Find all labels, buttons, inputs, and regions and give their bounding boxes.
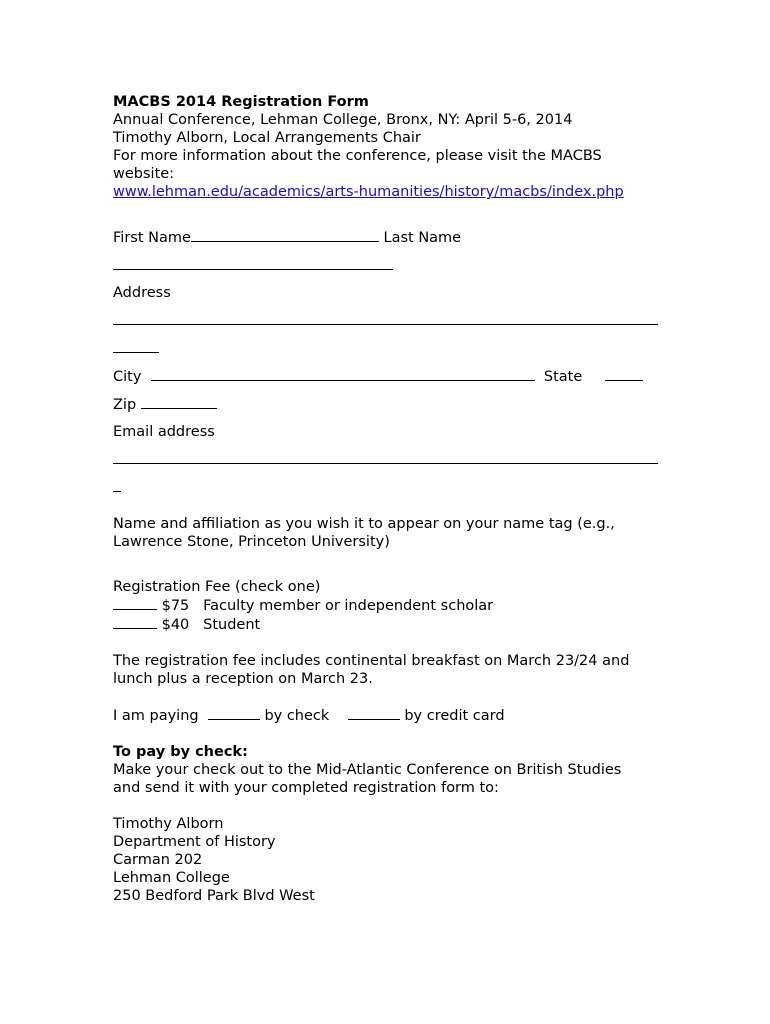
fee-includes-line1: The registration fee includes continental breakfast on March 23/24 and	[113, 653, 630, 669]
zip-row	[113, 395, 673, 414]
email-label: Email address	[113, 424, 215, 440]
macbs-website-link[interactable]: www.lehman.edu/academics/arts-humanities/history/macbs/index.php	[113, 184, 624, 200]
city-label: City	[113, 369, 142, 385]
mail-street: 250 Bedford Park Blvd West	[113, 888, 315, 904]
state-blank[interactable]	[605, 367, 643, 381]
name-row	[113, 228, 673, 247]
mail-name: Timothy Alborn	[113, 816, 224, 832]
check-instructions-line1: Make your check out to the Mid-Atlantic Conference on British Studies	[113, 762, 622, 778]
payment-prefix: I am paying	[113, 708, 199, 724]
zip-label: Zip	[113, 397, 137, 413]
address-row-cont	[113, 339, 673, 358]
form-title: MACBS 2014 Registration Form	[113, 94, 369, 110]
state-label: State	[543, 369, 583, 385]
last-name-label: Last Name	[383, 230, 462, 246]
fee-student-checkbox[interactable]	[113, 615, 157, 629]
chair-info: Timothy Alborn, Local Arrangements Chair	[113, 130, 421, 146]
last-name-row	[113, 256, 673, 275]
pay-by-card-label: by credit card	[404, 708, 505, 724]
fee-includes-line2: lunch plus a reception on March 23.	[113, 671, 373, 687]
payment-method-row	[113, 706, 673, 725]
fee-student-amount: $40	[161, 617, 190, 633]
pay-by-check-blank[interactable]	[208, 706, 260, 720]
fee-heading: Registration Fee (check one)	[113, 579, 321, 595]
fee-faculty-label: Faculty member or independent scholar	[203, 598, 494, 614]
fee-option-faculty	[113, 596, 673, 615]
info-text-line2: website:	[113, 166, 175, 182]
city-state-row	[113, 367, 673, 386]
fee-faculty-checkbox[interactable]	[113, 596, 157, 610]
name-tag-text-line1: Name and affiliation as you wish it to appear on your name tag (e.g.,	[113, 516, 615, 532]
email-blank[interactable]	[113, 450, 658, 464]
name-tag-text-line2: Lawrence Stone, Princeton University)	[113, 534, 390, 550]
info-text-line1: For more information about the conference, please visit the MACBS	[113, 148, 602, 164]
city-blank[interactable]	[151, 367, 535, 381]
check-instructions-heading: To pay by check:	[113, 744, 248, 760]
conference-info: Annual Conference, Lehman College, Bronx, NY: April 5-6, 2014	[113, 112, 573, 128]
email-blank-cont[interactable]	[113, 478, 121, 492]
fee-student-label: Student	[203, 617, 261, 633]
pay-by-check-label: by check	[264, 708, 330, 724]
pay-by-card-blank[interactable]	[348, 706, 400, 720]
fee-faculty-amount: $75	[161, 598, 190, 614]
email-row	[113, 450, 673, 469]
mail-college: Lehman College	[113, 870, 230, 886]
address-blank-cont[interactable]	[113, 339, 159, 353]
first-name-blank[interactable]	[191, 228, 379, 242]
address-row	[113, 311, 673, 330]
last-name-blank[interactable]	[113, 256, 393, 270]
address-label: Address	[113, 285, 171, 301]
mail-department: Department of History	[113, 834, 276, 850]
email-row-cont	[113, 478, 673, 497]
address-blank[interactable]	[113, 311, 658, 325]
fee-option-student	[113, 615, 673, 634]
first-name-label: First Name	[113, 230, 191, 246]
check-instructions-line2: and send it with your completed registration form to:	[113, 780, 499, 796]
zip-blank[interactable]	[141, 395, 217, 409]
mail-room: Carman 202	[113, 852, 203, 868]
registration-form-page	[113, 93, 673, 905]
